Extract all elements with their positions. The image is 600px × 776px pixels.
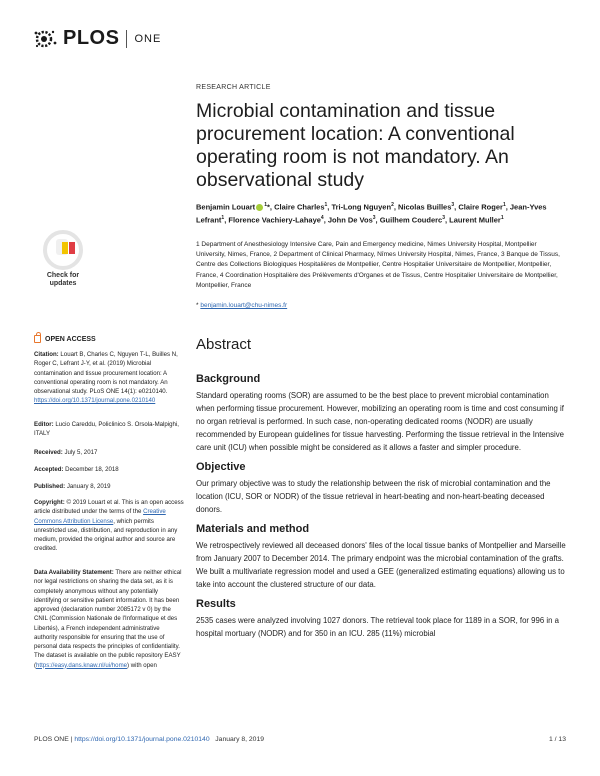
author-list: Benjamin Louart $^1$*, Claire Charles$^1$, Tri-Long Nguyen$^2$, Nicolas Builles$^3$, Claire Roger$^1$, Jean-Yves Lefrant$^1$, Florence Vachiery-Lahaye$^4$, John De Vos$^3$, Guilhem Couderc$^3$, Laurent Muller$^1$ — [196, 202, 547, 225]
corresponding-author — [196, 302, 566, 309]
author-name: Florence Vachiery-Lahaye — [228, 215, 321, 225]
open-lock-icon — [34, 335, 41, 343]
author-affiliation-number: 1 — [502, 202, 506, 208]
author-affiliation-number: 3 — [372, 215, 376, 221]
editor-text: Lucio Careddu, Policlinico S. Orsola-Malpighi, ITALY — [34, 421, 179, 438]
author-name: Claire Roger — [458, 202, 503, 212]
author-name: John De Vos — [327, 215, 373, 225]
author-affiliation-number: 3 — [442, 215, 445, 221]
section-heading: Materials and method — [196, 523, 310, 535]
article-title: Microbial contamination and tissue procurement location: A conventional operating room is not mandatory. An observational study — [196, 100, 515, 191]
author-affiliation-number: 4 — [320, 215, 324, 221]
author-name: Guilhem Couderc — [379, 215, 443, 225]
author-name: Nicolas Builles — [398, 202, 452, 212]
footer-doi-link[interactable]: https://doi.org/10.1371/journal.pone.0210140 — [74, 736, 210, 743]
received-block — [34, 448, 184, 457]
received-label: Received: — [34, 449, 63, 456]
section-heading: Background — [196, 373, 261, 385]
author-name: Claire Charles — [274, 202, 325, 212]
repository-link[interactable]: https://easy.dans.knaw.nl/ui/home — [36, 661, 128, 669]
author-affiliation-number: 3 — [451, 202, 455, 208]
badge-line-1: Check for — [46, 272, 80, 279]
accepted-label: Accepted: — [34, 466, 64, 473]
footer-separator: | — [70, 736, 73, 743]
check-for-updates-badge[interactable] — [34, 230, 92, 288]
data-availability-block — [34, 568, 184, 670]
author-affiliation-number: 1 — [324, 202, 328, 208]
footer-date: January 8, 2019 — [215, 736, 265, 743]
received-date: July 5, 2017 — [64, 449, 98, 456]
copyright-block — [34, 498, 184, 554]
editor-block — [34, 420, 184, 439]
editor-label: Editor: — [34, 421, 54, 428]
section-text: Standard operating rooms (SOR) are assumed to be the best place to prevent microbial contamination when performing tissue procurement. However, mobilizing an operating room is time and cost consuming if no organ retrieval is performed. In such case, non-operating dedicated rooms (NODR) are usually recommended by European guidelines for tissue harvesting. Performing the tissue retrieval in the Intensive care unit (ICU) when possible might be considered as it allows a faster and simpler procedure. — [196, 391, 564, 452]
accepted-date: December 18, 2018 — [65, 466, 119, 473]
citation-block — [34, 350, 184, 406]
license-link[interactable]: Creative Commons Attribution License — [34, 508, 166, 525]
data-availability-label: Data Availability Statement: — [34, 569, 114, 576]
journal-brand: PLOS — [63, 27, 120, 49]
section-text: Our primary objective was to study the relationship between the risk of microbial contamination and the location (ICU, SOR or NODR) of the tissue retrieval in heart-beating and non-heart-beating deceased donors. — [196, 479, 551, 514]
author-name: Benjamin Louart — [196, 202, 256, 212]
corresponding-mark: * — [196, 302, 199, 309]
copyright-text: © 2019 Louart et al. This is an open access article distributed under the terms of the — [34, 499, 184, 516]
footer-citation — [34, 736, 264, 743]
copyright-text-end: , which permits unrestricted use, distribution, and reproduction in any medium, provided the original author and source are credited. — [34, 517, 178, 553]
abstract-sections — [196, 373, 566, 647]
citation-text: Louart B, Charles C, Nguyen T-L, Builles N, Roger C, Lefrant J-Y, et al. (2019) Microbial contamination and tissue procurement location: A conventional operating room is not mandatory. An observational study. PLoS ONE 14(1): e0210140. — [34, 351, 178, 395]
section-heading: Results — [196, 598, 236, 610]
plos-logo-icon — [34, 29, 60, 49]
affiliations: 1 Department of Anesthesiology Intensive Care, Pain and Emergency medicine, Nimes University Hospital, Montpellier University, Nimes, France, 2 Department of Clinical Pharmacy, Nîmes University Hospital, Nimes, France, 3 Banque de Tissus, Centre des Collections Biologiques Hospitalières de Montpellier, Centre Hospitalier Universitaire de Montpellier, Montpellier, France, 4 Coordination Hospitalière des Prélèvements d'Organes et de Tissus, Centre Hospitalier Universitaire de Montpellier, Montpellier, France — [196, 241, 560, 289]
citation-doi-link[interactable]: https://doi.org/10.1371/journal.pone.0210140 — [34, 397, 156, 405]
footer-journal: PLOS ONE — [34, 736, 69, 743]
section-text: 2535 cases were analyzed involving 1027 donors. The retrieval took place for 1189 in a SOR, for 996 in a hospital mortuary (NODR) and for 350 in an ICU. 285 (11%) microbial — [196, 616, 559, 638]
citation-label: Citation: — [34, 351, 59, 358]
author-affiliation-number: 2 — [391, 202, 394, 208]
section-text: We retrospectively reviewed all deceased donors' files of the local tissue banks of Montpellier and Marseille from January 2007 to December 2014. The primary endpoint was the microbial contamination of the grafts. We built a multivariate regression model and used a GEE (generalized estimating equations) allowing us to take into account the clustered structure of our data. — [196, 541, 566, 589]
page-footer — [34, 736, 566, 743]
page-number: 1 / 13 — [548, 736, 566, 743]
abstract-heading: Abstract — [196, 336, 252, 353]
published-block — [34, 482, 184, 491]
corresponding-star: * — [266, 202, 270, 212]
article-type: RESEARCH ARTICLE — [196, 84, 271, 91]
crossmark-icon — [43, 230, 83, 270]
published-date: January 8, 2019 — [66, 483, 111, 490]
copyright-label: Copyright: — [34, 499, 65, 506]
journal-logo — [34, 27, 161, 50]
author-name: Jean-Yves Lefrant — [196, 202, 547, 225]
journal-name: ONE — [134, 32, 162, 45]
author-affiliation-number: 1 — [264, 202, 267, 208]
published-label: Published: — [34, 483, 66, 490]
orcid-icon[interactable] — [256, 204, 263, 211]
logo-divider — [126, 30, 127, 48]
badge-line-2: updates — [49, 279, 77, 287]
author-name: Laurent Muller — [449, 215, 501, 225]
open-access-label: OPEN ACCESS — [34, 335, 96, 343]
author-affiliation-number: 1 — [221, 215, 225, 221]
data-availability-text-end: ) with open — [127, 661, 157, 669]
data-availability-text: There are neither ethical nor legal restrictions on sharing the data set, as it is completely anonymous without any potentially identifying or sensitive patient information. It has been approved (declaration number 2085172 v 0) by the CNIL (Commission Nationale de l'Informatique et des Libertés), a French independent administrative authority responsible for ensuring that the use of personal data respects the principles of confidentiality. The dataset is available on the public repository EASY ( — [34, 569, 182, 669]
author-affiliation-number: 1 — [500, 215, 504, 221]
accepted-block — [34, 465, 184, 474]
section-heading: Objective — [196, 461, 246, 473]
corresponding-email-link[interactable]: benjamin.louart@chu-nimes.fr — [200, 302, 288, 309]
author-name: Tri-Long Nguyen — [331, 202, 392, 212]
